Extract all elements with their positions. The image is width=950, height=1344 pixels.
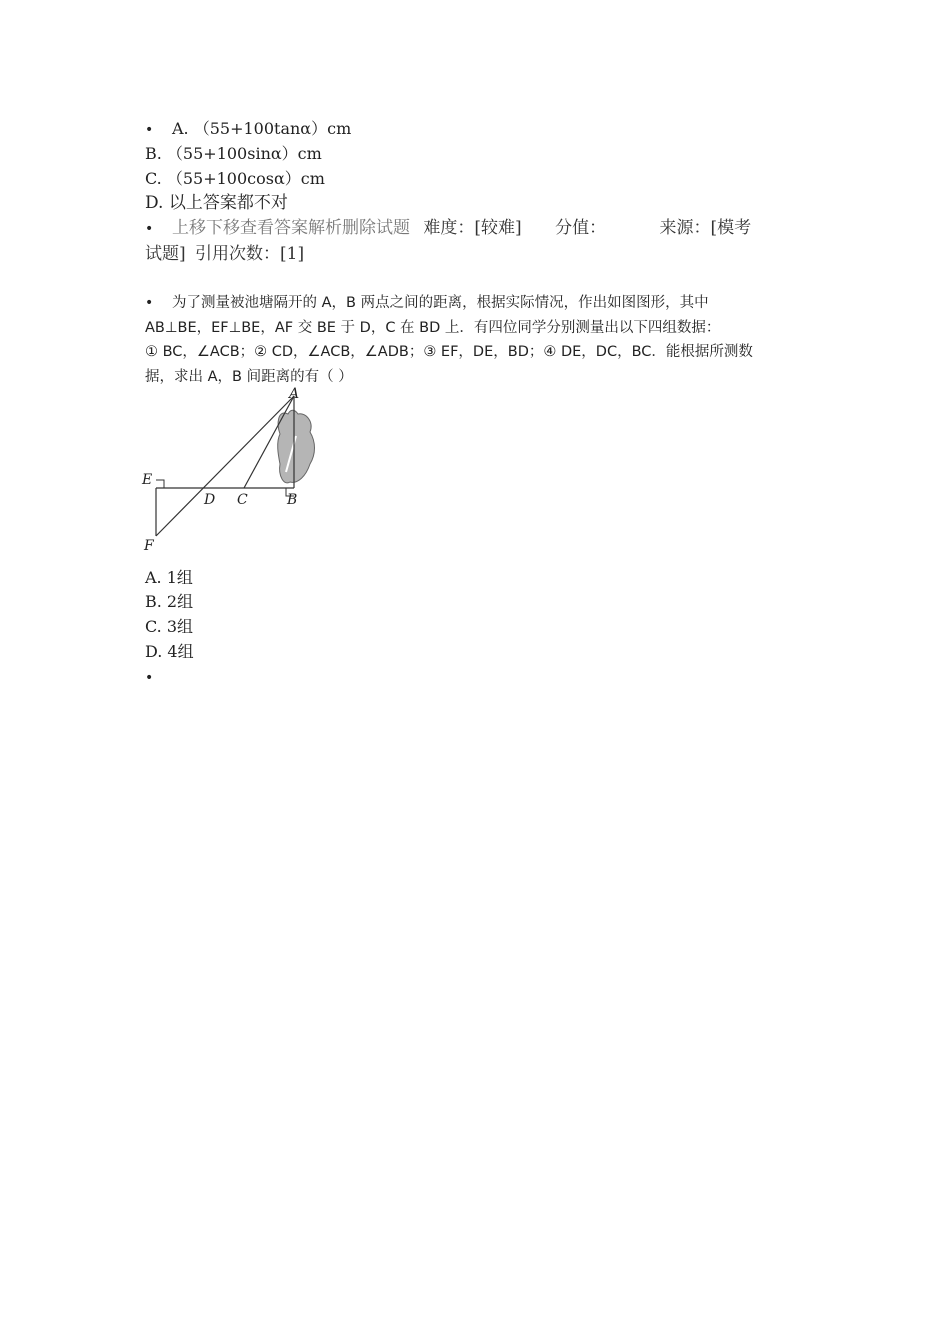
q1-actions-link[interactable]: 上移下移查看答案解析删除试题 xyxy=(172,218,410,238)
q1-option-a-text: A. （55+100tanα）cm xyxy=(172,119,352,138)
q2-option-b: B. 2组 xyxy=(145,592,194,611)
q1-cite: 引用次数：[1] xyxy=(195,244,305,264)
q2-option-a: A. 1组 xyxy=(145,568,193,587)
q1-option-c xyxy=(145,167,325,191)
q1-meta-row xyxy=(145,216,751,241)
pond-shape xyxy=(278,410,315,483)
trailing-bullet xyxy=(145,665,172,690)
q1-option-d-text: D. 以上答案都不对 xyxy=(145,193,288,213)
q2-stem-line-2: AB⊥BE，EF⊥BE，AF 交 BE 于 D，C 在 BD 上．有四位同学分别测量出以下四组数据： xyxy=(145,319,721,336)
q2-stem-line-4: 据，求出 A，B 间距离的有（ ） xyxy=(145,368,353,385)
label-c: C xyxy=(237,492,248,508)
label-f: F xyxy=(144,538,154,554)
q2-option-c: C. 3组 xyxy=(145,617,194,636)
bullet-icon: • xyxy=(145,670,154,686)
q1-option-d xyxy=(145,191,288,215)
q2-option-d: D. 4组 xyxy=(145,642,194,661)
q1-option-b-text: B. （55+100sinα）cm xyxy=(145,144,322,163)
label-d: D xyxy=(204,492,216,508)
q2-stem-line-3: ① BC，∠ACB；② CD，∠ACB，∠ADB；③ EF，DE，BD；④ DE，DC，BC．能根据所测数 xyxy=(145,344,753,360)
q2-figure xyxy=(138,384,338,556)
q1-option-b xyxy=(145,142,322,166)
label-e: E xyxy=(142,472,153,488)
q1-source-b: 试题] xyxy=(145,244,186,264)
bullet-icon: • xyxy=(145,221,154,237)
right-angle-e xyxy=(156,480,164,488)
q2-stem-text-1: 为了测量被池塘隔开的 A，B 两点之间的距离，根据实际情况，作出如图图形，其中 xyxy=(172,295,709,311)
q1-meta-row-2 xyxy=(145,242,304,266)
q2-stem xyxy=(145,291,813,389)
label-b: B xyxy=(287,492,298,508)
q1-option-c-text: C. （55+100cosα）cm xyxy=(145,169,325,188)
q1-difficulty: 难度：[较难] xyxy=(423,218,522,238)
q1-source-a: 来源：[模考 xyxy=(659,218,752,238)
segment-af xyxy=(156,396,294,536)
bullet-icon: • xyxy=(145,295,154,311)
label-a: A xyxy=(289,386,300,402)
q1-score: 分值： xyxy=(555,218,607,238)
bullet-icon: • xyxy=(145,122,154,138)
q1-option-a xyxy=(145,117,351,142)
q2-stem-line-1 xyxy=(145,291,813,316)
